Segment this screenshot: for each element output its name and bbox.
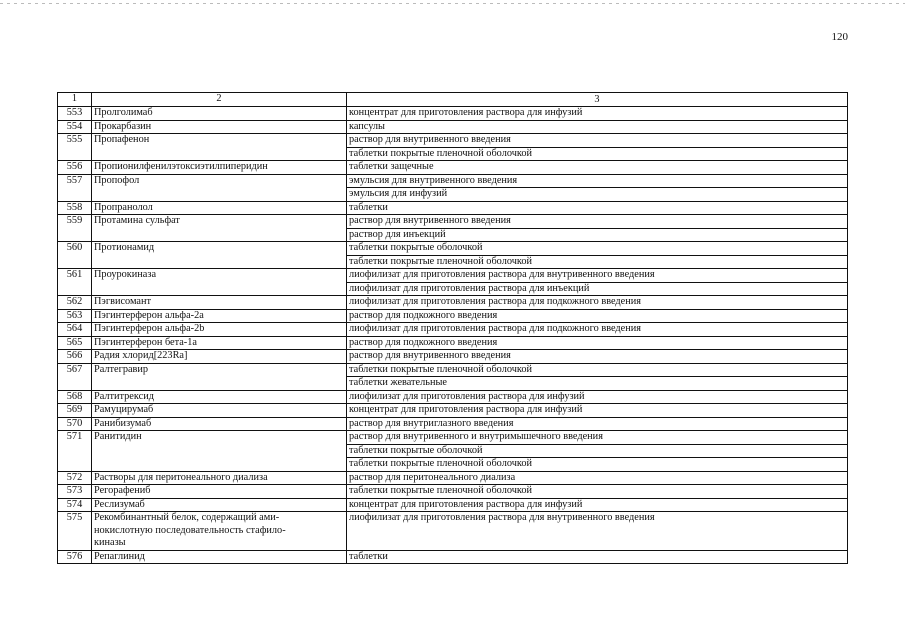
- entry-number: 559: [58, 215, 92, 242]
- drug-name: Растворы для перитонеального диализа: [92, 471, 347, 485]
- dosage-form: капсулы: [347, 120, 848, 134]
- entry-number: 561: [58, 269, 92, 296]
- drug-name: Пролголимаб: [92, 107, 347, 121]
- table-row: [58, 431, 848, 445]
- table-row: [58, 512, 848, 551]
- dosage-form: концентрат для приготовления раствора для инфузий: [347, 498, 848, 512]
- dosage-form: лиофилизат для приготовления раствора для подкожного введения: [347, 323, 848, 337]
- table-row: [58, 550, 848, 564]
- table-row: [58, 363, 848, 377]
- drug-name: Проурокиназа: [92, 269, 347, 296]
- entry-number: 555: [58, 134, 92, 161]
- dosage-form: эмульсия для инфузий: [347, 188, 848, 202]
- table-row: [58, 471, 848, 485]
- drug-name: Реслизумаб: [92, 498, 347, 512]
- table-row: [58, 296, 848, 310]
- drug-name: Пэгинтерферон альфа-2b: [92, 323, 347, 337]
- dosage-form: эмульсия для внутривенного введения: [347, 174, 848, 188]
- dosage-form: раствор для внутривенного введения: [347, 215, 848, 229]
- page-number: 120: [831, 31, 848, 43]
- dosage-form: раствор для перитонеального диализа: [347, 471, 848, 485]
- column-header-2: 2: [92, 93, 347, 107]
- dosage-form: таблетки покрытые оболочкой: [347, 242, 848, 256]
- dosage-form: таблетки покрытые пленочной оболочкой: [347, 485, 848, 499]
- dosage-form: таблетки покрытые пленочной оболочкой: [347, 363, 848, 377]
- entry-number: 568: [58, 390, 92, 404]
- dosage-form: таблетки защечные: [347, 161, 848, 175]
- entry-number: 554: [58, 120, 92, 134]
- dosage-form: раствор для подкожного введения: [347, 336, 848, 350]
- dosage-form: лиофилизат для приготовления раствора для подкожного введения: [347, 296, 848, 310]
- entry-number: 575: [58, 512, 92, 551]
- entry-number: 564: [58, 323, 92, 337]
- dosage-form: раствор для внутривенного введения: [347, 134, 848, 148]
- entry-number: 556: [58, 161, 92, 175]
- drug-name: Радия хлорид[223Ra]: [92, 350, 347, 364]
- table-body: [58, 93, 848, 564]
- table-row: [58, 201, 848, 215]
- drug-name: Ралтитрексид: [92, 390, 347, 404]
- column-header-3: 3: [347, 93, 848, 107]
- table-row: [58, 404, 848, 418]
- dosage-form: лиофилизат для приготовления раствора для внутривенного введения: [347, 269, 848, 283]
- dosage-form: таблетки покрытые оболочкой: [347, 444, 848, 458]
- drug-name: Прокарбазин: [92, 120, 347, 134]
- drug-name: Регорафениб: [92, 485, 347, 499]
- drug-name: Рамуцирумаб: [92, 404, 347, 418]
- drug-name: Ранитидин: [92, 431, 347, 472]
- drug-name: Протионамид: [92, 242, 347, 269]
- dosage-form: таблетки покрытые пленочной оболочкой: [347, 147, 848, 161]
- dosage-form: раствор для внутриглазного введения: [347, 417, 848, 431]
- scan-edge-line: [0, 3, 905, 4]
- table-row: [58, 161, 848, 175]
- drug-name: Пропафенон: [92, 134, 347, 161]
- drug-name: Протамина сульфат: [92, 215, 347, 242]
- drug-name: [92, 512, 347, 551]
- entry-number: 576: [58, 550, 92, 564]
- drug-name: Пропионилфенилэтоксиэтилпиперидин: [92, 161, 347, 175]
- entry-number: 572: [58, 471, 92, 485]
- entry-number: 553: [58, 107, 92, 121]
- dosage-form: таблетки: [347, 201, 848, 215]
- dosage-form: таблетки покрытые пленочной оболочкой: [347, 458, 848, 472]
- table-header-row: [58, 93, 848, 107]
- drug-table: [57, 92, 848, 564]
- table-row: [58, 134, 848, 148]
- entry-number: 558: [58, 201, 92, 215]
- entry-number: 566: [58, 350, 92, 364]
- column-header-1: 1: [58, 93, 92, 107]
- dosage-form: таблетки покрытые пленочной оболочкой: [347, 255, 848, 269]
- drug-name: Пропофол: [92, 174, 347, 201]
- table-row: [58, 390, 848, 404]
- table-row: [58, 215, 848, 229]
- dosage-form: раствор для подкожного введения: [347, 309, 848, 323]
- entry-number: 560: [58, 242, 92, 269]
- table-row: [58, 417, 848, 431]
- entry-number: 565: [58, 336, 92, 350]
- table-row: [58, 120, 848, 134]
- entry-number: 569: [58, 404, 92, 418]
- table-row: [58, 485, 848, 499]
- drug-name-line: киназы: [94, 537, 126, 548]
- dosage-form: раствор для внутривенного введения: [347, 350, 848, 364]
- drug-name-line: нокислотную последовательность стафило-: [94, 524, 286, 536]
- dosage-form: лиофилизат для приготовления раствора для инфузий: [347, 390, 848, 404]
- entry-number: 573: [58, 485, 92, 499]
- dosage-form: лиофилизат для приготовления раствора для инъекций: [347, 282, 848, 296]
- dosage-form: таблетки: [347, 550, 848, 564]
- dosage-form: концентрат для приготовления раствора для инфузий: [347, 107, 848, 121]
- drug-name: Пэгинтерферон альфа-2а: [92, 309, 347, 323]
- entry-number: 563: [58, 309, 92, 323]
- table-row: [58, 350, 848, 364]
- dosage-form: лиофилизат для приготовления раствора для внутривенного введения: [347, 512, 848, 551]
- entry-number: 574: [58, 498, 92, 512]
- entry-number: 571: [58, 431, 92, 472]
- entry-number: 562: [58, 296, 92, 310]
- table-row: [58, 269, 848, 283]
- entry-number: 567: [58, 363, 92, 390]
- table-row: [58, 323, 848, 337]
- dosage-form: раствор для инъекций: [347, 228, 848, 242]
- table-row: [58, 174, 848, 188]
- table-row: [58, 336, 848, 350]
- table-row: [58, 309, 848, 323]
- entry-number: 570: [58, 417, 92, 431]
- drug-name-line: Рекомбинантный белок, содержащий ами-: [94, 512, 280, 523]
- drug-name: Ранибизумаб: [92, 417, 347, 431]
- drug-name: Пэгвисомант: [92, 296, 347, 310]
- table-row: [58, 107, 848, 121]
- drug-name: Репаглинид: [92, 550, 347, 564]
- entry-number: 557: [58, 174, 92, 201]
- drug-name: Пэгинтерферон бета-1а: [92, 336, 347, 350]
- dosage-form: концентрат для приготовления раствора для инфузий: [347, 404, 848, 418]
- drug-name: Ралтегравир: [92, 363, 347, 390]
- dosage-form: раствор для внутривенного и внутримышечного введения: [347, 431, 848, 445]
- drug-name: Пропранолол: [92, 201, 347, 215]
- table-row: [58, 498, 848, 512]
- dosage-form: таблетки жевательные: [347, 377, 848, 391]
- table-row: [58, 242, 848, 256]
